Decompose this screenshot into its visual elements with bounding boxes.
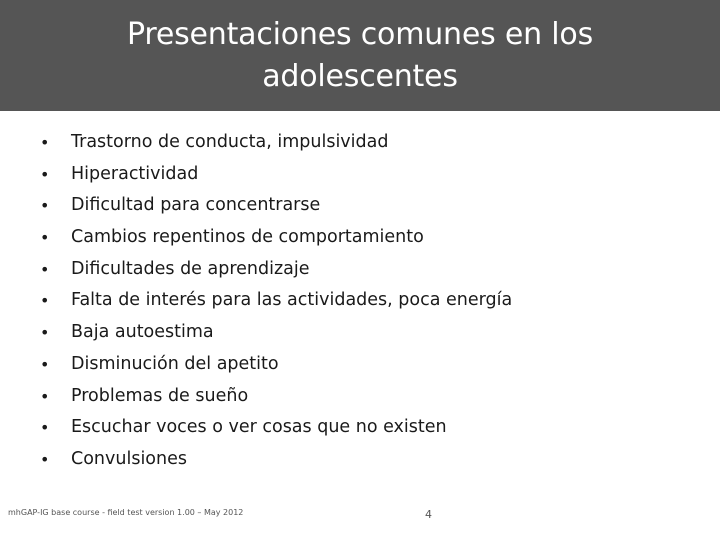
list-item-text: Hiperactividad [71, 163, 199, 184]
bullet-icon: • [40, 196, 50, 216]
bullet-icon: • [40, 164, 50, 184]
bullet-icon: • [40, 228, 50, 248]
bullet-icon: • [40, 133, 50, 152]
page-number: 4 [425, 508, 432, 521]
list-item-text: Dificultad para concentrarse [71, 195, 321, 216]
bullet-icon: • [40, 386, 50, 406]
list-item-text: Baja autoestima [71, 322, 214, 343]
slide-title: Presentaciones comunes en los adolescentes [126, 16, 593, 94]
list-item-text: Trastorno de conducta, impulsividad [71, 132, 389, 152]
list-item-text: Escuchar voces o ver cosas que no existen [71, 417, 447, 438]
list-item-text: Cambios repentinos de comportamiento [71, 227, 424, 248]
bullet-icon: • [40, 354, 50, 374]
footer-text: mhGAP-IG base course - field test version 1.00 – May 2012 [8, 508, 244, 517]
bullet-icon: • [40, 291, 50, 311]
list-item-text: Convulsiones [71, 448, 187, 469]
title-bar [0, 0, 720, 111]
bullet-icon: • [40, 323, 50, 343]
bullet-icon: • [40, 418, 50, 438]
bullet-icon: • [40, 259, 50, 279]
list-item-text: Problemas de sueño [71, 385, 249, 406]
bullet-icon: • [40, 449, 50, 469]
list-item-text: Falta de interés para las actividades, poca energía [71, 290, 513, 311]
list-item-text: Disminución del apetito [71, 353, 279, 374]
list-item-text: Dificultades de aprendizaje [71, 258, 310, 279]
